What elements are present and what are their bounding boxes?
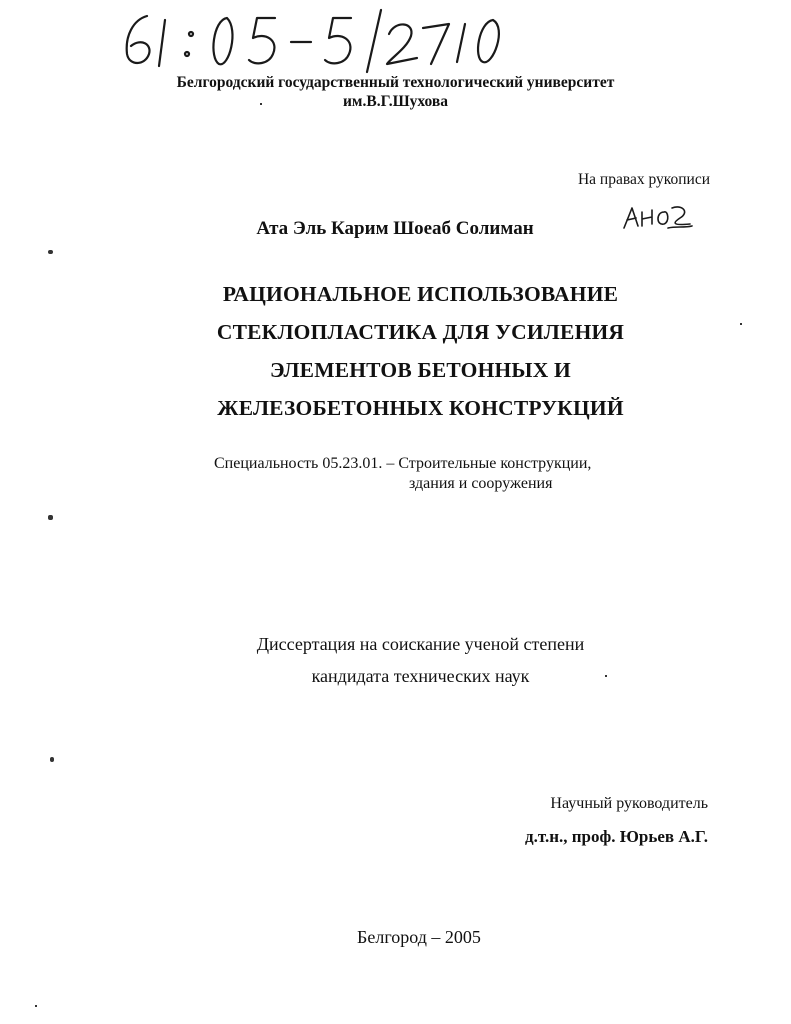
- scan-speck: [48, 250, 53, 254]
- author-name: Ата Эль Карим Шоеаб Солиман: [256, 218, 534, 239]
- scan-speck: [35, 1005, 37, 1007]
- thesis-title-line-4: ЖЕЛЕЗОБЕТОННЫХ КОНСТРУКЦИЙ: [217, 396, 624, 420]
- thesis-title-line-3: ЭЛЕМЕНТОВ БЕТОННЫХ И: [270, 358, 571, 382]
- thesis-title-line-1: РАЦИОНАЛЬНОЕ ИСПОЛЬЗОВАНИЕ: [222, 282, 619, 306]
- university-name: Белгородский государственный технологический университет: [176, 74, 615, 91]
- dissertation-degree-line-2: кандидата технических наук: [311, 666, 530, 686]
- thesis-title-line-2: СТЕКЛОПЛАСТИКА ДЛЯ УСИЛЕНИЯ: [216, 320, 625, 344]
- scan-speck: [260, 103, 262, 105]
- manuscript-rights-note: На правах рукописи: [577, 171, 710, 188]
- city-year: Белгород – 2005: [357, 927, 481, 947]
- dissertation-degree-line-1: Диссертация на соискание ученой степени: [256, 634, 585, 654]
- specialty-line-2: здания и сооружения: [409, 475, 553, 492]
- handwritten-signature: [620, 200, 695, 235]
- specialty-line-1: Специальность 05.23.01. – Строительные конструкции,: [214, 455, 592, 472]
- supervisor-label: Научный руководитель: [550, 795, 708, 812]
- supervisor-name: д.т.н., проф. Юрьев А.Г.: [525, 827, 708, 846]
- handwritten-archive-code: [115, 6, 515, 76]
- university-honorific: им.В.Г.Шухова: [343, 93, 448, 110]
- scan-speck: [605, 675, 607, 677]
- scan-speck: [740, 323, 742, 325]
- scan-speck: [48, 515, 53, 520]
- scan-speck: [50, 757, 54, 762]
